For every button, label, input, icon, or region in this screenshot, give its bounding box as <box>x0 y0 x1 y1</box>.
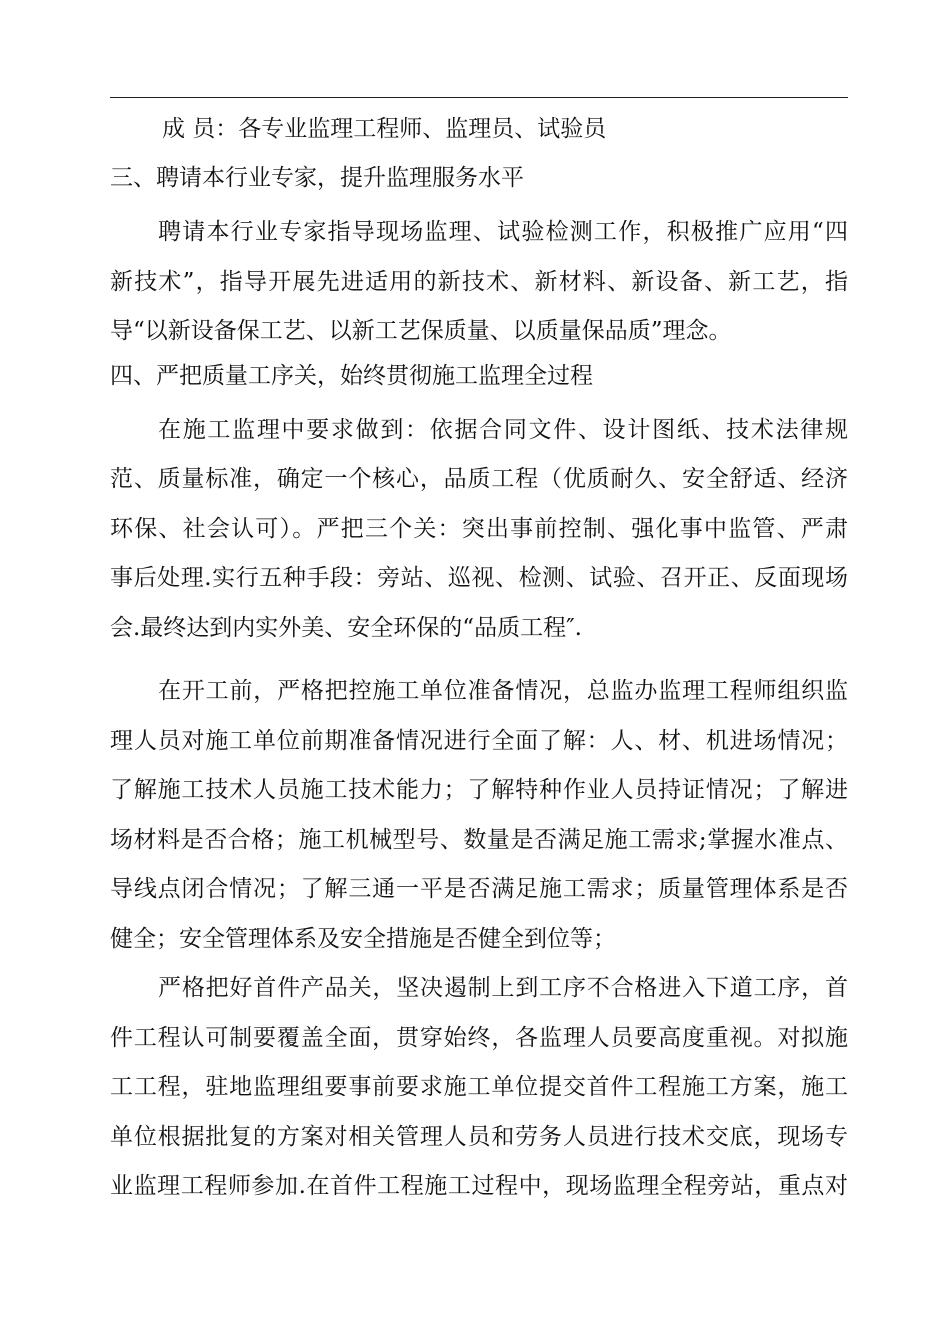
text-line: 严格把好首件产品关，坚决遏制上到工序不合格进入下道工序，首 <box>158 975 848 1001</box>
document-body <box>110 110 848 1212</box>
text-line: 会.最终达到内实外美、安全环保的“品质工程″. <box>110 614 582 641</box>
text-line: 在施工监理中要求做到：依据合同文件、设计图纸、技术法律规 <box>158 416 848 443</box>
text-line: 导线点闭合情况；了解三通一平是否满足施工需求；质量管理体系是否 <box>110 876 848 902</box>
text-line: 了解施工技术人员施工技术能力；了解特种作业人员持证情况；了解进 <box>110 777 848 803</box>
text-line: 环保、社会认可）。严把三个关：突出事前控制、强化事中监管、严肃 <box>110 515 848 542</box>
text-line: 三、聘请本行业专家，提升监理服务水平 <box>110 165 524 191</box>
text-line: 范、质量标准，确定一个核心，品质工程（优质耐久、安全舒适、经济 <box>110 466 848 492</box>
text-line: 业监理工程师参加.在首件工程施工过程中，现场监理全程旁站，重点对 <box>110 1173 848 1199</box>
text-line: 工工程，驻地监理组要事前要求施工单位提交首件工程施工方案，施工 <box>110 1074 848 1100</box>
paragraph-experts <box>110 208 848 357</box>
text-line: 事后处理.实行五种手段：旁站、巡视、检测、试验、召开正、反面现场 <box>110 565 848 591</box>
text-line: 成 员：各专业监理工程师、监理员、试验员 <box>162 116 607 142</box>
text-line: 在开工前，严格把控施工单位准备情况，总监办监理工程师组织监 <box>158 678 848 704</box>
section-heading-3 <box>110 159 848 198</box>
text-line: 单位根据批复的方案对相关管理人员和劳务人员进行技术交底，现场专 <box>110 1123 848 1150</box>
text-line: 导“以新设备保工艺、以新工艺保质量、以质量保品质”理念。 <box>110 318 732 344</box>
paragraph-preparation <box>110 667 848 964</box>
text-line: 场材料是否合格；施工机械型号、数量是否满足施工需求;掌握水准点、 <box>110 826 848 853</box>
paragraph-supervision <box>110 406 848 654</box>
text-line: 健全；安全管理体系及安全措施是否健全到位等； <box>110 925 616 952</box>
text-line: 理人员对施工单位前期准备情况进行全面了解：人、材、机进场情况； <box>110 727 848 754</box>
text-line: 四、严把质量工序关，始终贯彻施工监理全过程 <box>110 362 593 389</box>
header-rule <box>110 97 848 98</box>
text-line: 件工程认可制要覆盖全面，贯穿始终，各监理人员要高度重视。对拟施 <box>110 1024 848 1051</box>
paragraph-first-piece <box>110 964 848 1212</box>
text-line: 新技术”，指导开展先进适用的新技术、新材料、新设备、新工艺，指 <box>110 268 848 295</box>
text-line: 聘请本行业专家指导现场监理、试验检测工作，积极推广应用“四 <box>158 219 848 245</box>
section-heading-4 <box>110 357 848 396</box>
members-line <box>110 110 848 149</box>
